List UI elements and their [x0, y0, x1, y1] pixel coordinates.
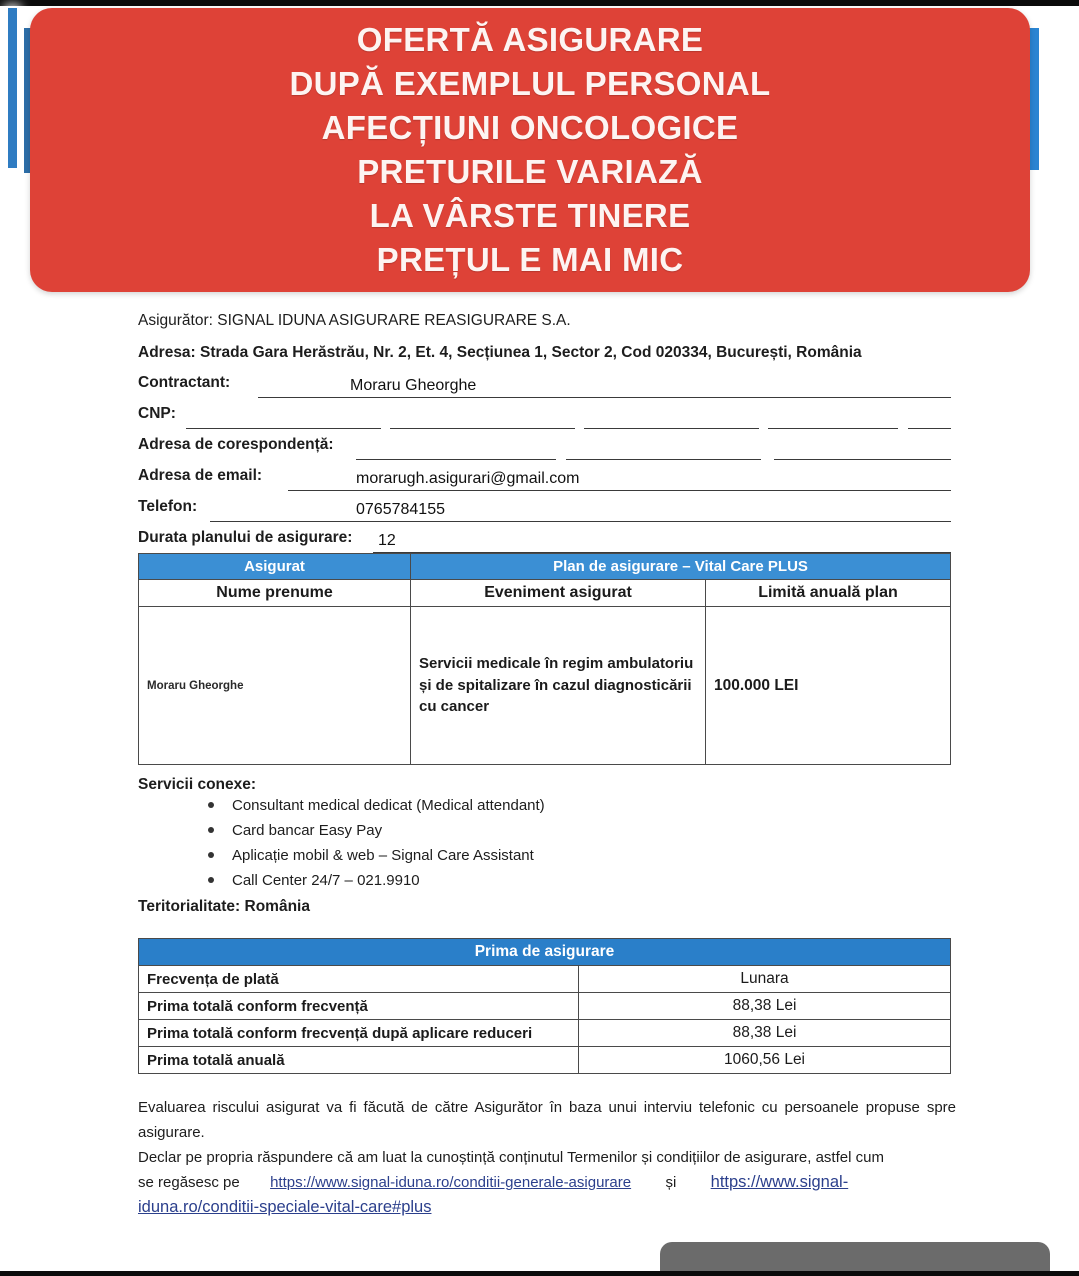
plan-cell-limit: 100.000 LEI — [706, 607, 951, 765]
table-group-header-row — [139, 554, 951, 580]
footer-conjunction: și — [665, 1174, 677, 1191]
field-correspondence-address-label: Adresa de corespondență: — [138, 436, 334, 453]
footer-paragraph-1: Evaluarea riscului asigurat va fi făcută de către Asigurător în baza unui interviu telefonic cu persoanele propuse spre asigurare. — [138, 1099, 956, 1141]
bottom-rounded-shape — [660, 1242, 1050, 1272]
field-email-label: Adresa de email: — [138, 467, 263, 484]
banner-line-1: OFERTĂ ASIGURARE — [356, 21, 704, 59]
services-title: Servicii conexe: — [138, 776, 257, 793]
bottom-black-bar — [0, 1271, 1079, 1276]
field-phone[interactable] — [138, 494, 951, 525]
address-line: Adresa: Strada Gara Herăstrău, Nr. 2, Et. 4, Secțiunea 1, Sector 2, Cod 020334, București, România — [138, 344, 862, 361]
premium-label-total-by-frequency: Prima totală conform frecvență — [139, 993, 579, 1020]
link-conditii-speciale[interactable]: https://www.signal- — [710, 1173, 849, 1191]
bullet-icon — [208, 827, 214, 833]
footer-prefix: se regăsesc pe — [138, 1174, 240, 1191]
field-plan-duration[interactable] — [138, 525, 951, 556]
service-label: Consultant medical dedicat (Medical attendant) — [232, 797, 545, 814]
premium-value-frequency: Lunara — [579, 966, 951, 993]
insurance-plan-table — [138, 553, 951, 765]
field-plan-duration-value: 12 — [378, 532, 396, 549]
table-row — [139, 607, 951, 765]
list-item — [170, 868, 545, 893]
plan-col-header-limit: Limită anuală plan — [706, 580, 951, 607]
promo-banner — [30, 8, 1030, 292]
bullet-icon — [208, 877, 214, 883]
table-row — [139, 1020, 951, 1047]
table-row — [139, 966, 951, 993]
field-email-value: morarugh.asigurari@gmail.com — [356, 470, 580, 487]
premium-value-total-after-discounts: 88,38 Lei — [579, 1020, 951, 1047]
plan-cell-insured-name: Moraru Gheorghe — [139, 607, 411, 765]
document-body — [0, 292, 1079, 556]
service-label: Card bancar Easy Pay — [232, 822, 383, 839]
field-plan-duration-label: Durata planului de asigurare: — [138, 529, 353, 546]
footer-text — [138, 1095, 956, 1220]
banner-line-5: LA VÂRSTE TINERE — [369, 196, 691, 234]
field-phone-label: Telefon: — [138, 498, 198, 515]
blue-accent-strip-left-outer — [8, 8, 17, 168]
insurer-line: Asigurător: SIGNAL IDUNA ASIGURARE REASIGURARE S.A. — [138, 312, 571, 329]
field-contractant[interactable] — [138, 370, 951, 401]
list-item — [170, 818, 545, 843]
premium-value-total-by-frequency: 88,38 Lei — [579, 993, 951, 1020]
list-item — [170, 793, 545, 818]
field-cnp[interactable] — [138, 401, 951, 432]
field-correspondence-address[interactable] — [138, 432, 951, 463]
service-label: Call Center 24/7 – 021.9910 — [232, 872, 420, 889]
field-phone-value: 0765784155 — [356, 501, 445, 518]
table-row — [139, 993, 951, 1020]
table-column-header-row — [139, 580, 951, 607]
footer-paragraph-4 — [138, 1195, 956, 1220]
banner-line-4: PRETURILE VARIAZĂ — [357, 153, 703, 190]
services-list — [170, 793, 545, 893]
banner-line-2: DUPĂ EXEMPLUL PERSONAL — [289, 65, 771, 103]
footer-paragraph-2: Declar pe propria răspundere că am luat la cunoștință conținutul Termenilor și condițiilor de asigurare, astfel cum — [138, 1149, 884, 1166]
premium-table — [138, 938, 951, 1074]
premium-title-row — [139, 939, 951, 966]
field-email[interactable] — [138, 463, 951, 494]
territory-line: Teritorialitate: România — [138, 898, 310, 915]
field-contractant-value: Moraru Gheorghe — [350, 377, 477, 394]
plan-cell-event: Servicii medicale în regim ambulatoriu și de spitalizare în cazul diagnosticării cu cancer — [411, 607, 706, 765]
bullet-icon — [208, 802, 214, 808]
banner-line-6: PREȚUL E MAI MIC — [376, 240, 684, 278]
premium-table-title: Prima de asigurare — [139, 939, 951, 966]
link-conditii-generale[interactable]: https://www.signal-iduna.ro/conditii-generale-asigurare — [270, 1174, 632, 1191]
field-contractant-label: Contractant: — [138, 374, 231, 391]
premium-label-total-after-discounts: Prima totală conform frecvență după aplicare reduceri — [139, 1020, 579, 1047]
premium-label-frequency: Frecvența de plată — [139, 966, 579, 993]
plan-group-header-plan: Plan de asigurare – Vital Care PLUS — [411, 554, 951, 580]
plan-col-header-name: Nume prenume — [139, 580, 411, 607]
table-row — [139, 1047, 951, 1074]
link-conditii-speciale-continued[interactable]: iduna.ro/conditii-speciale-vital-care#plus — [138, 1198, 432, 1216]
top-black-bar — [0, 0, 1079, 6]
banner-line-3: AFECȚIUNI ONCOLOGICE — [321, 109, 739, 147]
plan-col-header-event: Eveniment asigurat — [411, 580, 706, 607]
bullet-icon — [208, 852, 214, 858]
footer-paragraph-3 — [138, 1170, 956, 1195]
field-cnp-label: CNP: — [138, 405, 176, 422]
service-label: Aplicație mobil & web – Signal Care Assistant — [232, 847, 534, 864]
premium-value-total-annual: 1060,56 Lei — [579, 1047, 951, 1074]
plan-group-header-insured: Asigurat — [139, 554, 411, 580]
list-item — [170, 843, 545, 868]
premium-label-total-annual: Prima totală anuală — [139, 1047, 579, 1074]
